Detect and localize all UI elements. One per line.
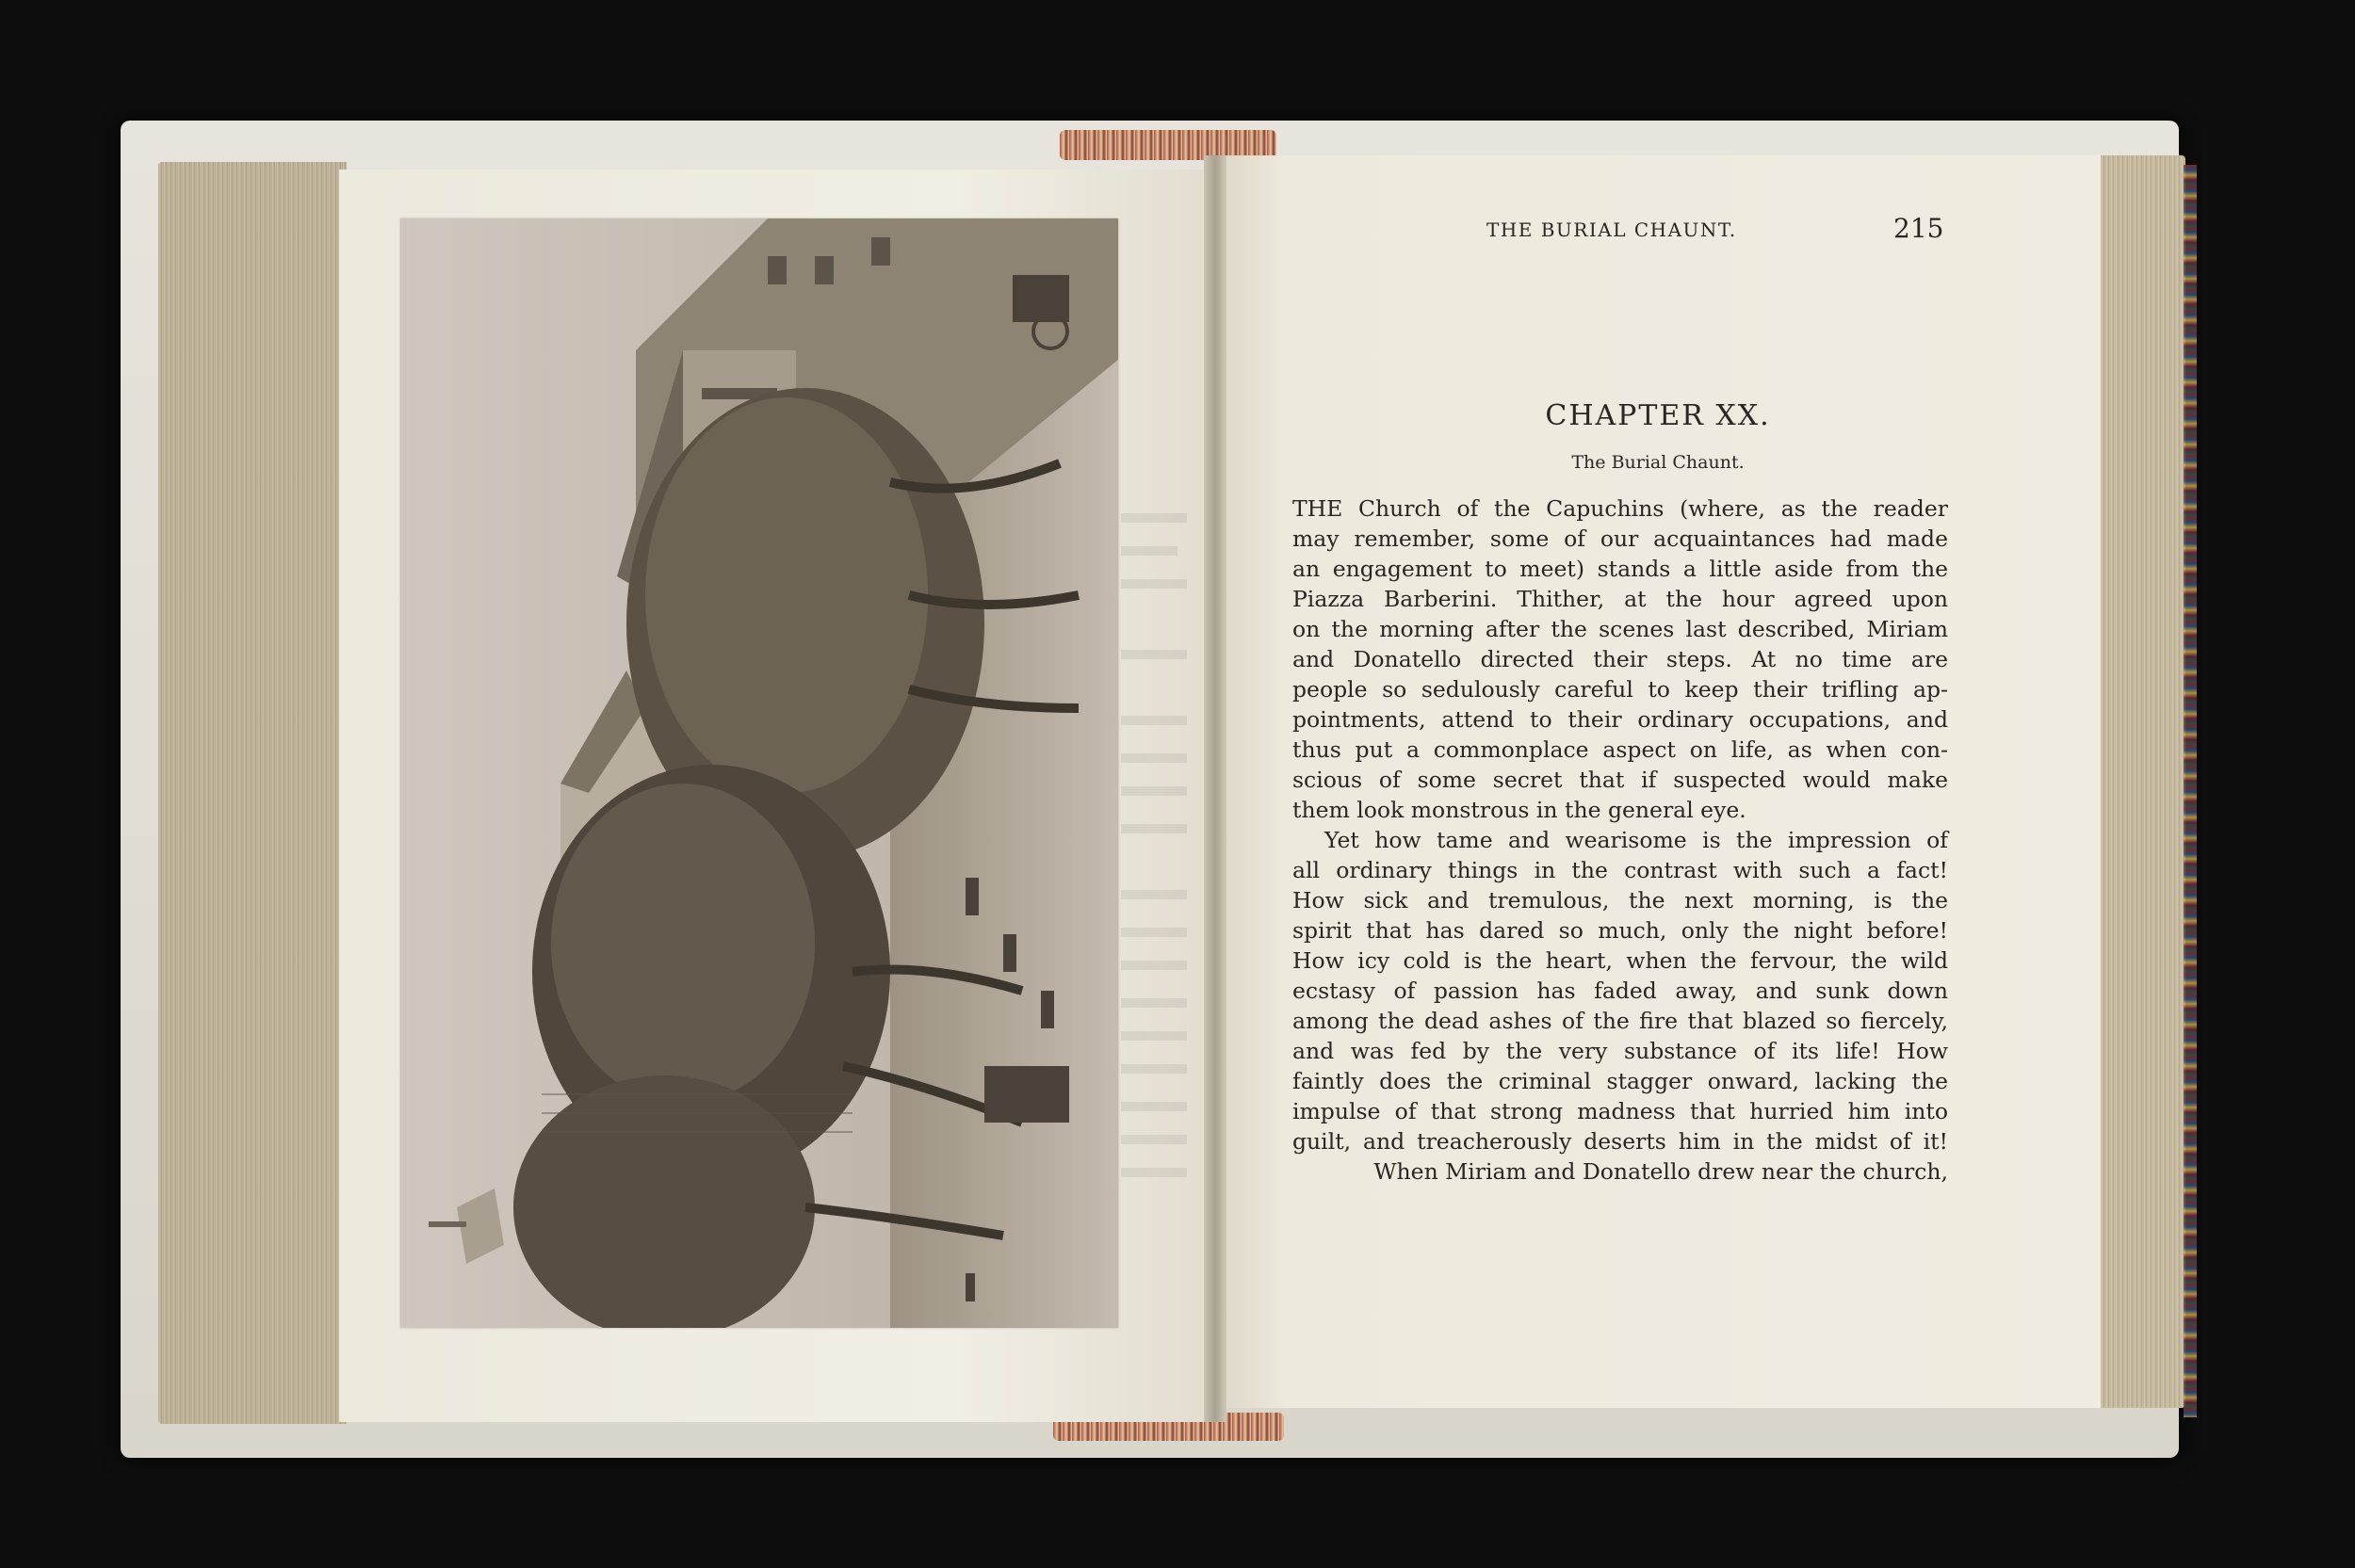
- text-line: Piazza Barberini. Thither, at the hour agreed upon: [1292, 586, 1948, 612]
- text-line: spirit that has dared so much, only the night before!: [1292, 917, 1948, 944]
- text-line: people so sedulously careful to keep their trifling ap-: [1292, 676, 1948, 703]
- running-head: THE BURIAL CHAUNT.: [1486, 218, 1737, 241]
- text-line: scious of some secret that if suspected would make: [1292, 767, 1948, 793]
- text-line: Yet how tame and wearisome is the impression of: [1324, 827, 1948, 853]
- text-line: among the dead ashes of the fire that blazed so fiercely,: [1292, 1008, 1948, 1034]
- text-line: all ordinary things in the contrast with such a fact!: [1292, 857, 1948, 883]
- text-line: an engagement to meet) stands a little aside from the: [1292, 556, 1948, 582]
- text-line: pointments, attend to their ordinary occupations, and: [1292, 706, 1948, 733]
- text-line: How icy cold is the heart, when the fervour, the wild: [1292, 947, 1948, 974]
- chapter-title: CHAPTER XX.: [1545, 399, 1771, 432]
- chapter-subtitle: The Burial Chaunt.: [1571, 452, 1745, 473]
- text-line: THE Church of the Capuchins (where, as the reader: [1292, 495, 1948, 522]
- text-line: When Miriam and Donatello drew near the church,: [1373, 1158, 1948, 1185]
- text-line: How sick and tremulous, the next morning, is the: [1292, 887, 1948, 913]
- photograph-street-scene-icon: [400, 218, 1118, 1328]
- text-line: guilt, and treacherously deserts him in the midst of it!: [1292, 1128, 1948, 1155]
- right-page-edges: [2096, 155, 2185, 1408]
- text-line: thus put a commonplace aspect on life, as when con-: [1292, 736, 1948, 763]
- text-line: and was fed by the very substance of its life! How: [1292, 1038, 1948, 1064]
- text-line: impulse of that strong madness that hurried him into: [1292, 1098, 1948, 1124]
- text-line: them look monstrous in the general eye.: [1292, 797, 1746, 823]
- page-number: 215: [1893, 213, 1944, 244]
- body-text: [1292, 493, 1948, 1187]
- book-gutter: [1204, 155, 1226, 1422]
- text-line: may remember, some of our acquaintances had made: [1292, 525, 1948, 552]
- left-page-edges: [158, 162, 347, 1424]
- text-line: faintly does the criminal stagger onward, lacking the: [1292, 1068, 1948, 1094]
- photograph-plate: [400, 218, 1118, 1328]
- text-line: on the morning after the scenes last described, Miriam: [1292, 616, 1948, 642]
- marbled-endpaper: [2184, 165, 2197, 1417]
- text-line: ecstasy of passion has faded away, and sunk down: [1292, 978, 1948, 1004]
- text-line: and Donatello directed their steps. At no time are: [1292, 646, 1948, 672]
